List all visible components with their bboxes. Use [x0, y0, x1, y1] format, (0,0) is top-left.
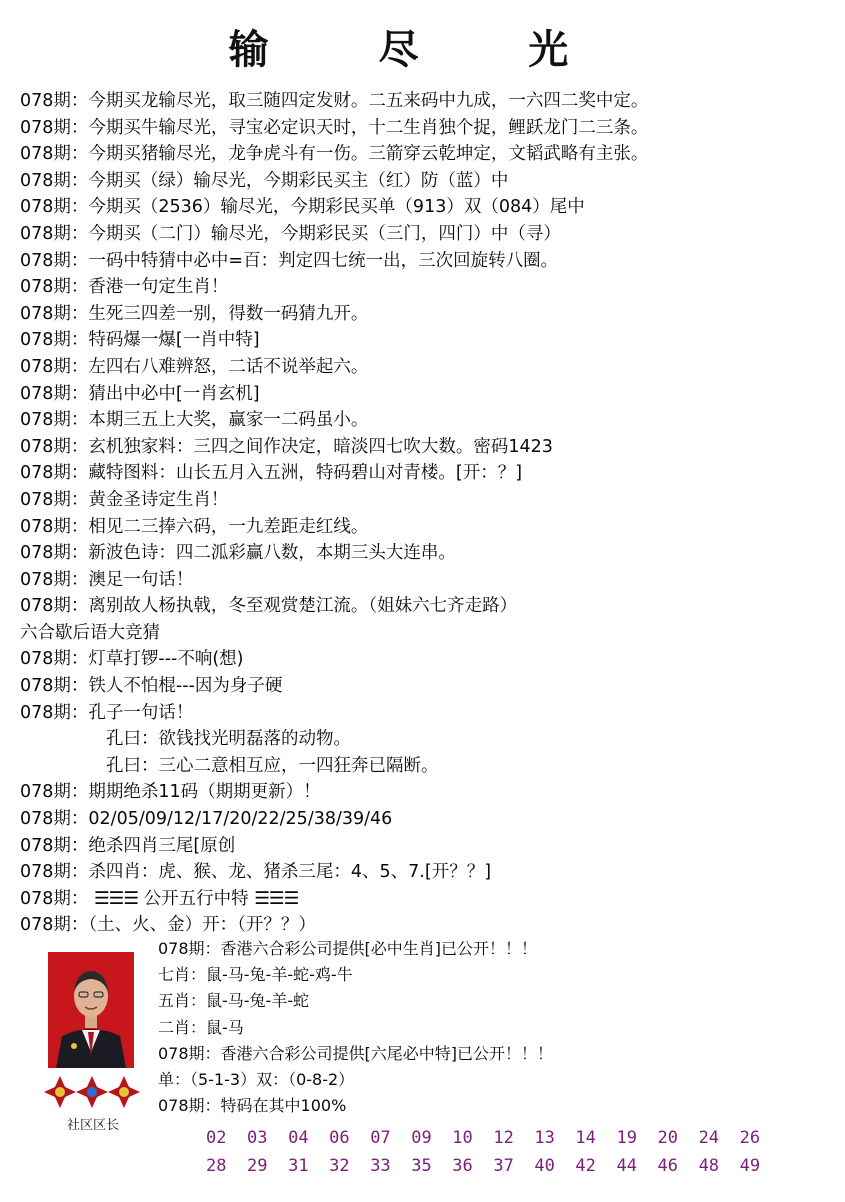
text-line: 078期：特码爆一爆[一肖中特] [20, 330, 260, 351]
photo-caption: 社区区长 [66, 1118, 119, 1133]
number-item: 28 [206, 1156, 227, 1176]
special-prefix: 078期： [20, 888, 89, 909]
number-item: 35 [411, 1156, 432, 1176]
text-line: 078期：期期绝杀11码（期期更新）！ [20, 782, 321, 803]
number-item: 09 [411, 1128, 432, 1148]
number-item: 42 [575, 1156, 596, 1176]
bottom-line: 七肖：鼠-马-兔-羊-蛇-鸡-牛 [158, 965, 353, 985]
numbers-row [206, 1124, 826, 1152]
text-line: 078期：今期买牛输尽光，寻宝必定识天时，十二生肖独个捉，鲤跃龙门二三条。 [20, 117, 649, 138]
number-item: 46 [657, 1156, 678, 1176]
text-line: 078期：铁人不怕棍---因为身子硬 [20, 676, 283, 697]
number-item: 31 [288, 1156, 309, 1176]
number-item: 37 [493, 1156, 514, 1176]
number-item: 33 [370, 1156, 391, 1176]
text-line: 078期：生死三四差一别，得数一码猜九开。 [20, 303, 369, 324]
trigram-icon: ☰☰☰ [93, 888, 139, 909]
number-item: 03 [247, 1128, 268, 1148]
text-line: 078期：离别故人杨执戟，冬至观赏楚江流。（姐妹六七齐走路） [20, 596, 518, 617]
text-line: 078期：黄金圣诗定生肖！ [20, 489, 229, 510]
quote-line: 孔曰：三心二意相互应，一四狂奔已隔断。 [106, 755, 439, 776]
text-line: 078期：本期三五上大奖，赢家一二码虽小。 [20, 410, 369, 431]
medals-emblem [44, 1072, 140, 1116]
special-numbers [206, 1124, 826, 1180]
text-line: 078期：一码中特猜中必中=百：判定四七统一出，三次回旋转八圈。 [20, 250, 559, 271]
number-item: 48 [698, 1156, 720, 1176]
text-line: 078期：今期买（二门）输尽光，今期彩民买（三门，四门）中（寻） [20, 223, 561, 244]
numbers-row [206, 1152, 826, 1180]
text-line: 078期：杀四肖：虎、猴、龙、猪杀三尾：4、5、7.[开？？] [20, 862, 492, 883]
number-item: 10 [452, 1128, 473, 1148]
number-item: 36 [452, 1156, 473, 1176]
number-item: 24 [698, 1128, 720, 1148]
text-line: 078期：02/05/09/12/17/20/22/25/38/39/46 [20, 809, 393, 830]
text-line: 078期：猜出中必中[一肖玄机] [20, 383, 260, 404]
special-text: 公开五行中特 [143, 888, 249, 909]
bottom-line: 078期：香港六合彩公司提供[必中生肖]已公开！！！ [158, 939, 538, 958]
number-item: 44 [616, 1156, 637, 1176]
quote-line: 孔曰：欲钱找光明磊落的动物。 [106, 729, 351, 750]
page-title: 输 尽 光 [228, 26, 617, 73]
text-line: 078期：香港一句定生肖！ [20, 277, 229, 298]
text-line: 078期：今期买龙输尽光，取三随四定发财。二五来码中九成，一六四二奖中定。 [20, 91, 649, 111]
text-line: 078期：今期买（绿）输尽光，今期彩民买主（红）防（蓝）中 [20, 170, 509, 191]
trigram-icon: ☰☰☰ [254, 888, 299, 909]
number-item: 40 [534, 1156, 555, 1176]
portrait-image [48, 952, 134, 1068]
text-line: 078期：相见二三捧六码，一九差距走红线。 [20, 516, 369, 537]
number-item: 49 [739, 1156, 761, 1176]
text-line: 078期：左四右八难辨怒，二话不说举起六。 [20, 356, 369, 377]
text-line: 078期：灯草打锣---不响(想) [20, 649, 244, 670]
bottom-line: 五肖：鼠-马-兔-羊-蛇 [158, 991, 310, 1011]
bottom-line: 078期：特码在其中100% [158, 1096, 347, 1116]
text-line: 078期：孔子一句话！ [20, 702, 194, 723]
text-line: 078期：（土、火、金）开：（开？？） [20, 915, 316, 936]
text-line: 078期：今期买（2536）输尽光，今期彩民买单（913）双（084）尾中 [20, 197, 585, 218]
number-item: 29 [247, 1156, 268, 1176]
text-line: 078期：绝杀四肖三尾[原创 [20, 835, 236, 856]
number-item: 07 [370, 1128, 391, 1148]
number-item: 06 [329, 1128, 350, 1148]
section-heading: 六合歇后语大竞猜 [20, 622, 160, 643]
text-line: 078期：澳足一句话！ [20, 569, 194, 590]
bottom-line: 二肖：鼠-马 [158, 1017, 244, 1037]
number-item: 02 [206, 1128, 227, 1148]
bottom-line: 单：（5-1-3）双：（0-8-2） [158, 1069, 355, 1089]
medal-icon [44, 1072, 140, 1116]
text-line: 078期：今期买猪输尽光，龙争虎斗有一伤。三箭穿云乾坤定，文韬武略有主张。 [20, 144, 649, 165]
number-item: 19 [616, 1128, 637, 1148]
content-lines [20, 88, 830, 939]
number-item: 20 [657, 1128, 678, 1148]
number-item: 14 [575, 1128, 596, 1148]
text-line: 078期：藏特图料：山长五月入五洲，特码碧山对青楼。[开：？] [20, 463, 523, 484]
number-item: 13 [534, 1128, 555, 1148]
number-item: 12 [493, 1128, 514, 1148]
number-item: 04 [288, 1128, 309, 1148]
bottom-line: 078期：香港六合彩公司提供[六尾必中特]已公开！！！ [158, 1043, 554, 1063]
portrait-icon [48, 952, 134, 1068]
special-line [20, 886, 830, 913]
text-line: 078期：玄机独家料：三四之间作决定，暗淡四七吹大数。密码1423 [20, 436, 553, 457]
text-line: 078期：新波色诗：四二泒彩赢八数，本期三头大连串。 [20, 543, 456, 564]
number-item: 32 [329, 1156, 350, 1176]
bottom-info [158, 936, 818, 1119]
number-item: 26 [739, 1128, 761, 1148]
